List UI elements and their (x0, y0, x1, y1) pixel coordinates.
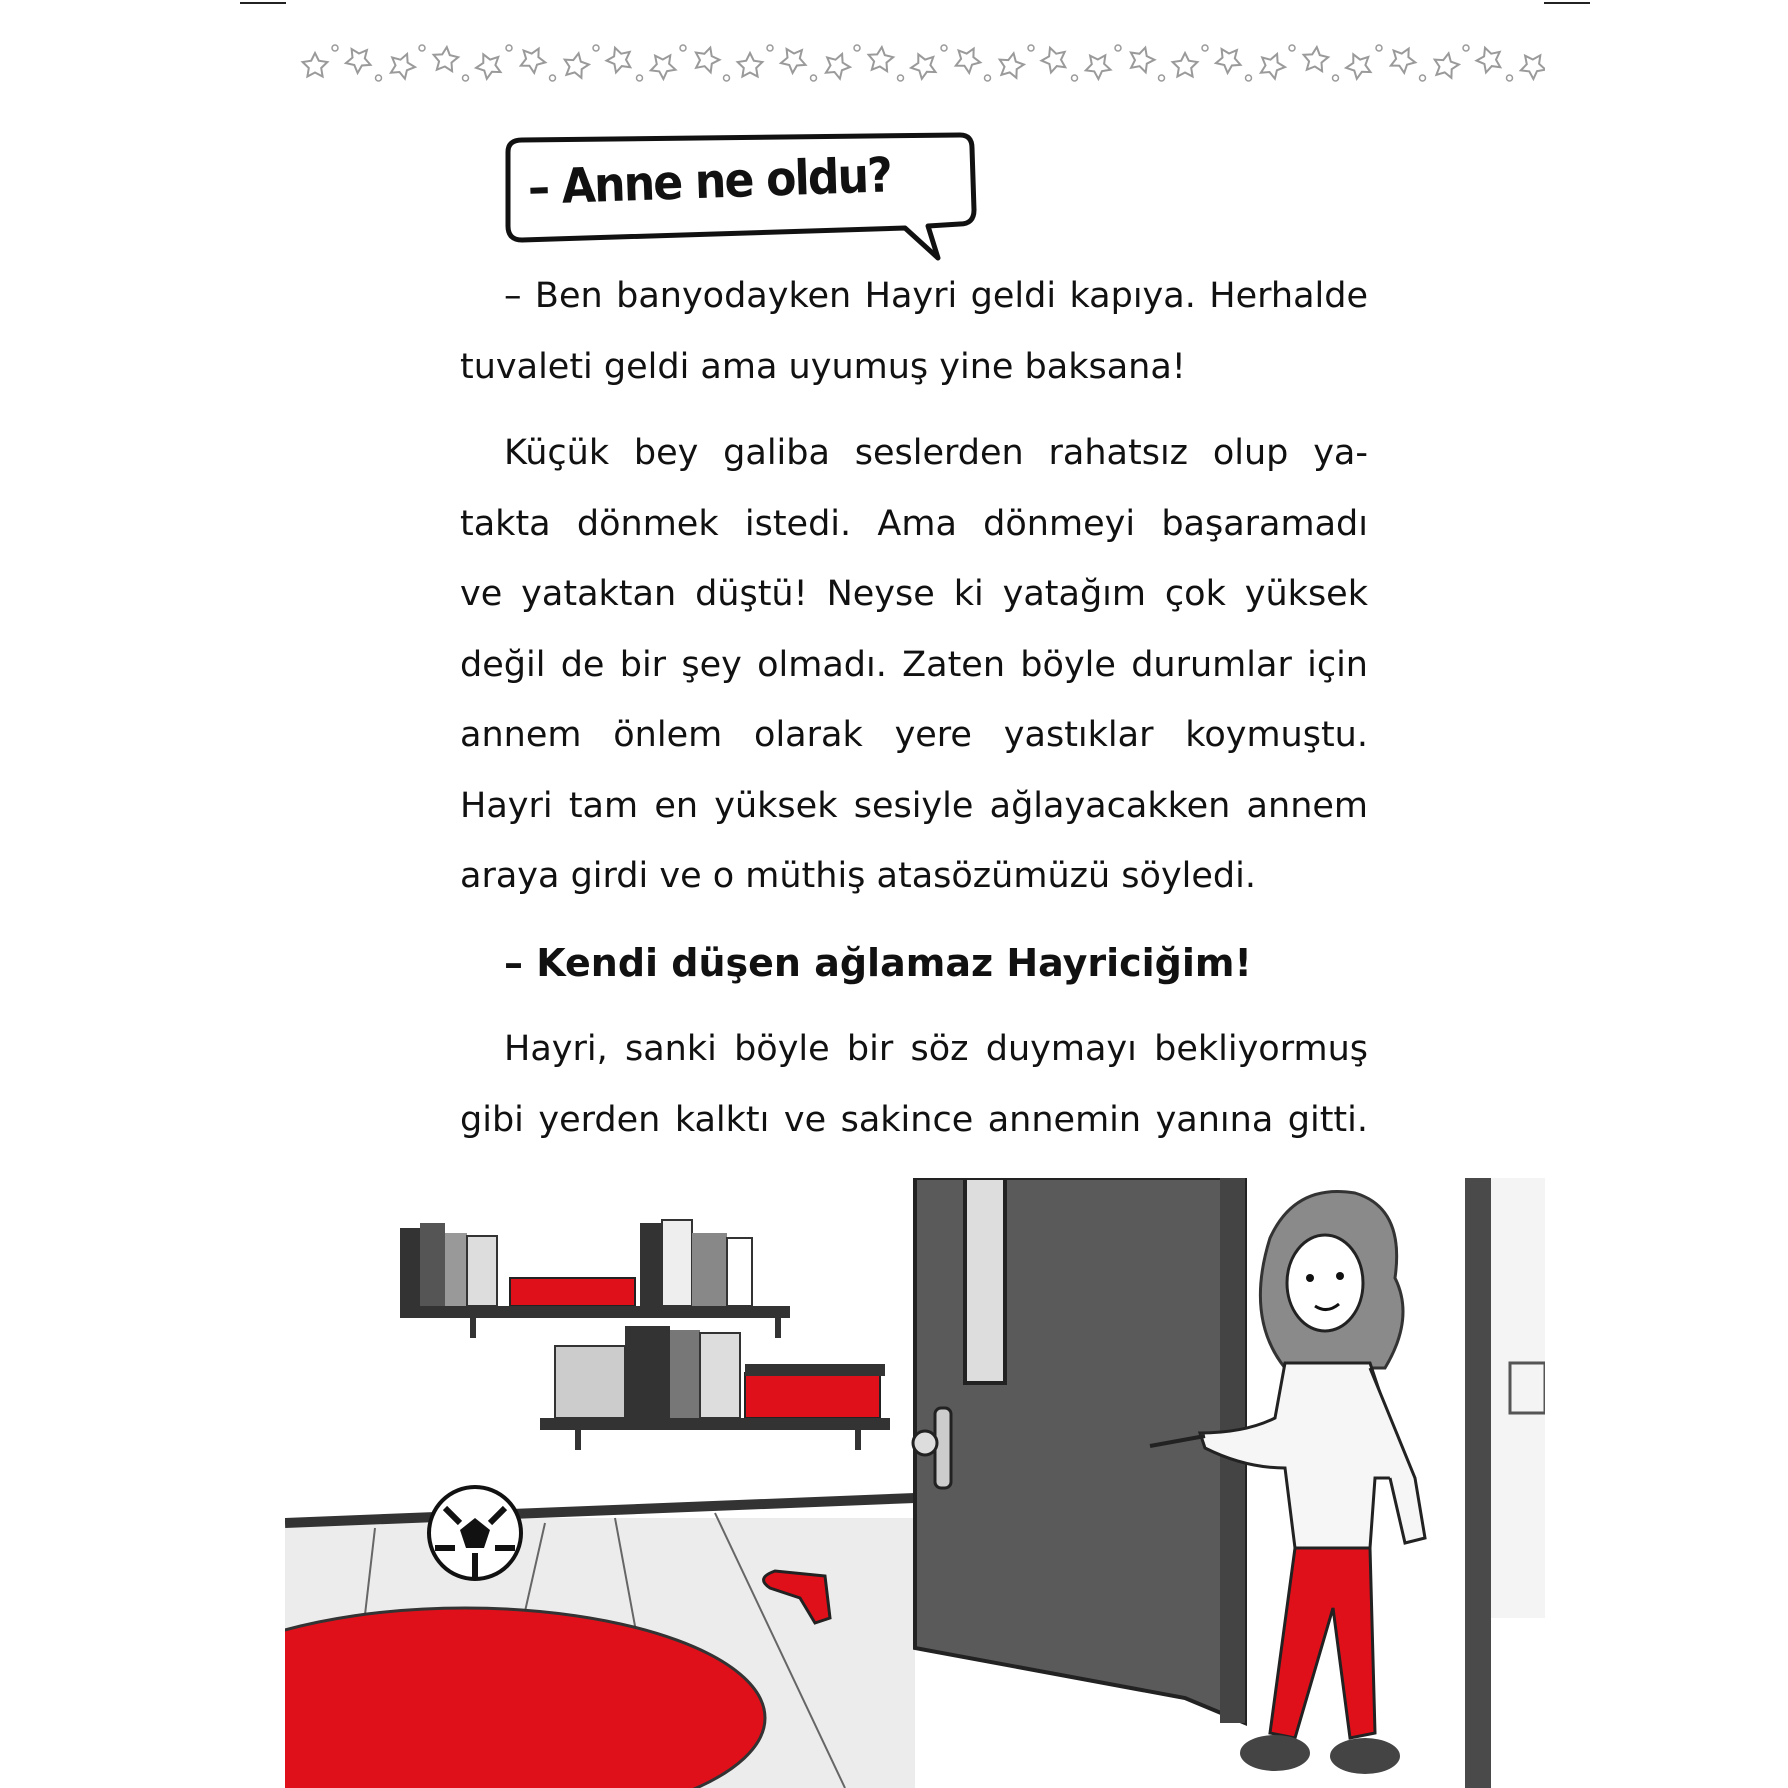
crop-mark-left (240, 2, 286, 4)
circle-dot-icon (332, 45, 338, 51)
circle-dot-icon (419, 45, 425, 51)
star-icon (1042, 48, 1066, 73)
circle-dot-icon (506, 45, 512, 51)
circle-dot-icon (1202, 45, 1208, 51)
text-line: Küçük bey galiba seslerden rahatsız olup ya- (504, 433, 1368, 473)
soccer-ball (429, 1487, 521, 1579)
star-icon (696, 48, 720, 73)
doorframe-right (1465, 1178, 1545, 1788)
circle-dot-icon (1420, 75, 1426, 81)
text-line: gibi yerden kalktı ve sakince annemin yanına gitti. (460, 1099, 1368, 1140)
circle-dot-icon (985, 75, 991, 81)
circle-dot-icon (724, 75, 730, 81)
circle-dot-icon (637, 75, 643, 81)
room-illustration (285, 1178, 1545, 1788)
text-line: değil de bir şey olmadı. Zaten böyle durumlar için (460, 644, 1368, 685)
star-icon (1521, 55, 1545, 79)
star-icon (303, 53, 328, 77)
bookshelf-lower (540, 1326, 890, 1450)
star-icon (1173, 53, 1198, 77)
star-icon (476, 54, 500, 79)
paragraph-4 (460, 1019, 1368, 1160)
star-icon (1131, 48, 1155, 73)
star-icon (781, 49, 806, 73)
star-icon (1391, 49, 1416, 73)
story-text (460, 266, 1368, 1176)
star-icon (1261, 54, 1285, 79)
circle-dot-icon (1333, 75, 1339, 81)
star-icon (1216, 49, 1241, 73)
circle-dot-icon (811, 75, 817, 81)
circle-dot-icon (1159, 75, 1165, 81)
circle-dot-icon (1072, 75, 1078, 81)
star-icon (956, 49, 981, 73)
star-icon (1000, 53, 1024, 78)
circle-dot-icon (1246, 75, 1252, 81)
star-icon (1304, 47, 1329, 71)
door (913, 1178, 1245, 1723)
circle-dot-icon (550, 75, 556, 81)
star-icon (1435, 53, 1459, 78)
bold-dialogue-line: – Kendi düşen ağlamaz Hayriciğim! (504, 940, 1252, 985)
circle-dot-icon (1028, 45, 1034, 51)
circle-dot-icon (1115, 45, 1121, 51)
circle-dot-icon (898, 75, 904, 81)
circle-dot-icon (593, 45, 599, 51)
circle-dot-icon (1289, 45, 1295, 51)
text-line: ve yataktan düştü! Neyse ki yatağım çok yüksek (460, 574, 1368, 614)
star-icon (346, 49, 371, 73)
circle-dot-icon (376, 75, 382, 81)
star-icon (521, 49, 546, 73)
paragraph-2 (460, 423, 1368, 917)
star-icon (911, 54, 935, 79)
speech-bubble-text: – Anne ne oldu? (527, 147, 892, 216)
star-icon (434, 47, 459, 71)
star-icon (1346, 54, 1370, 79)
paragraph-1 (460, 266, 1368, 407)
text-line: Hayri, sanki böyle bir söz duymayı bekliyormuş (504, 1029, 1368, 1069)
star-icon (565, 53, 589, 78)
circle-dot-icon (680, 45, 686, 51)
circle-dot-icon (1463, 45, 1469, 51)
paragraph-3 (460, 933, 1368, 1004)
star-icon (607, 48, 631, 73)
star-icon (1086, 55, 1111, 79)
text-line: annem önlem olarak yere yastıklar koymuştu. (460, 715, 1368, 755)
circle-dot-icon (854, 45, 860, 51)
circle-dot-icon (767, 45, 773, 51)
circle-dot-icon (463, 75, 469, 81)
text-line: araya girdi ve o müthiş atasözümüzü söyledi. (460, 856, 1256, 896)
text-line: tuvaleti geldi ama uyumuş yine baksana! (460, 346, 1186, 387)
circle-dot-icon (1507, 75, 1513, 81)
star-icon (391, 54, 415, 79)
crop-mark-right (1544, 2, 1590, 4)
text-line: Hayri tam en yüksek sesiyle ağlayacakken annem (460, 785, 1368, 826)
circle-dot-icon (1376, 45, 1382, 51)
star-icon (1477, 48, 1501, 73)
star-icon (738, 53, 763, 77)
bookshelf-upper (400, 1220, 790, 1338)
star-icon (651, 55, 676, 79)
star-border-decoration (285, 38, 1545, 88)
text-line: – Ben banyodayken Hayri geldi kapıya. Herhalde (504, 276, 1368, 316)
circle-dot-icon (941, 45, 947, 51)
star-icon (869, 47, 894, 71)
text-line: takta dönmek istedi. Ama dönmeyi başaramadı (460, 503, 1368, 544)
star-icon (826, 54, 850, 79)
